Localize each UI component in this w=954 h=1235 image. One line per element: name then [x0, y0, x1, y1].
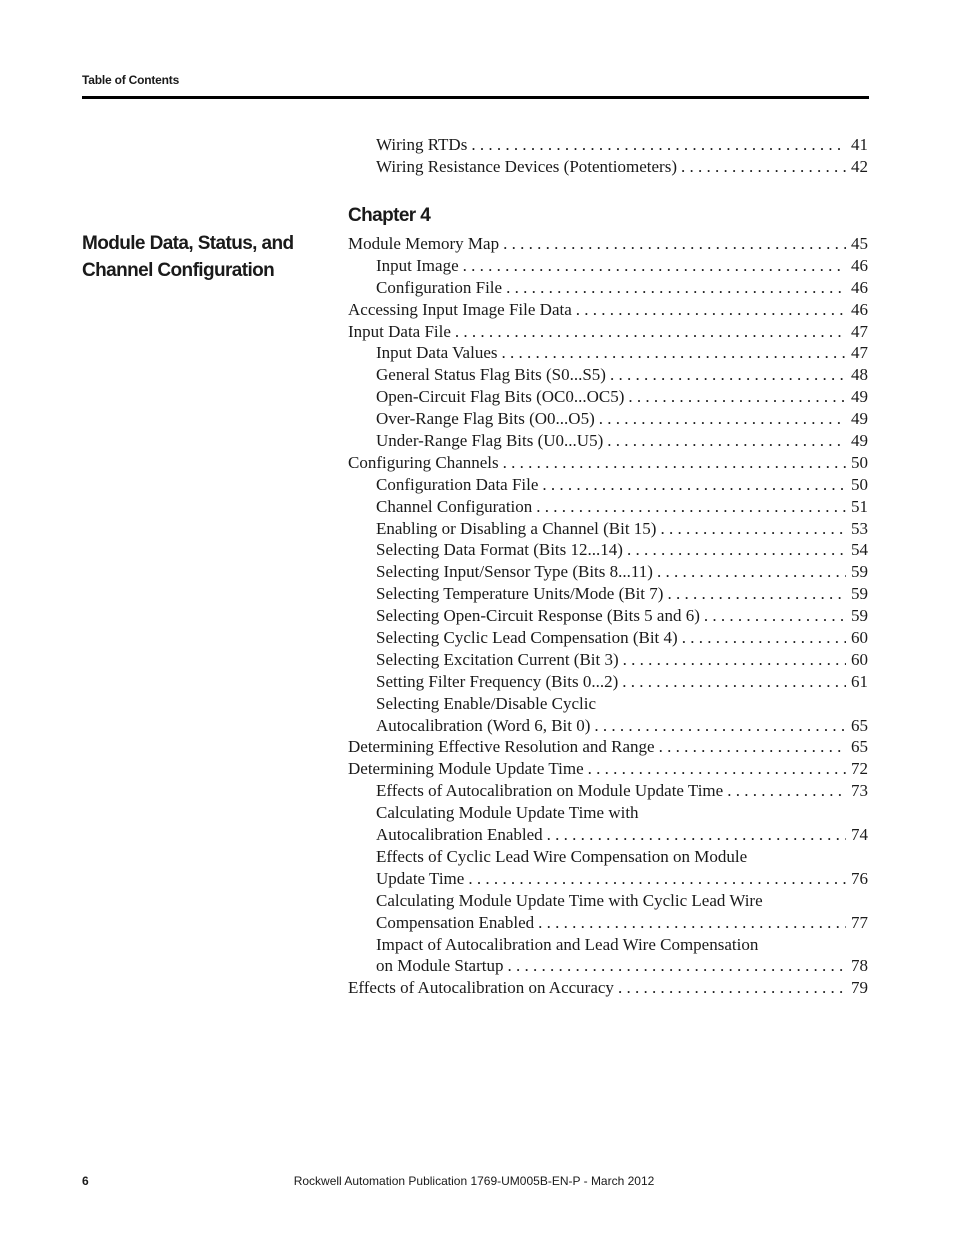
toc-entry[interactable] — [348, 409, 868, 431]
toc-entry[interactable] — [348, 497, 868, 519]
toc-entry-page: 77 — [851, 912, 868, 932]
toc-entry-title: Setting Filter Frequency (Bits 0...2) — [376, 671, 619, 691]
toc-entry[interactable] — [348, 453, 868, 475]
toc-entry-title: Wiring RTDs — [376, 135, 468, 154]
dot-leader — [503, 234, 846, 254]
toc-entry-page: 78 — [851, 956, 868, 976]
chapter-title: Module Data, Status, and Channel Configuration — [82, 233, 294, 281]
toc-entry-page: 45 — [851, 234, 868, 253]
toc-entry-page: 59 — [851, 584, 868, 604]
dot-leader — [599, 409, 846, 429]
toc-entry[interactable] — [348, 672, 868, 694]
dot-leader — [508, 956, 847, 976]
toc-entry[interactable] — [348, 737, 868, 759]
dot-leader — [547, 825, 846, 845]
toc-entry-title: Selecting Temperature Units/Mode (Bit 7) — [376, 584, 664, 604]
dot-leader — [657, 562, 846, 582]
toc-entry-title-line1: Calculating Module Update Time with — [376, 803, 639, 823]
toc-entry-page: 48 — [851, 365, 868, 385]
toc-entry-page: 60 — [851, 649, 868, 669]
toc-entry[interactable] — [348, 650, 868, 672]
dot-leader — [538, 913, 846, 933]
toc-entry-title-line1: Effects of Cyclic Lead Wire Compensation on Module — [376, 846, 748, 866]
toc-entry-page: 46 — [851, 255, 868, 275]
toc-entry-title: Input Data Values — [376, 343, 498, 363]
toc-entry-title: Over-Range Flag Bits (O0...O5) — [376, 409, 595, 429]
toc-entry[interactable] — [348, 956, 868, 978]
running-header: Table of Contents — [82, 73, 180, 87]
toc-entry[interactable] — [348, 869, 868, 891]
chapter-heading: Chapter 4 — [348, 205, 431, 226]
toc-entry-title: Input Image — [376, 255, 459, 275]
toc-entry[interactable] — [348, 978, 868, 1000]
toc-entry-title: Input Data File — [348, 321, 451, 341]
toc-entry-title: Autocalibration (Word 6, Bit 0) — [376, 715, 591, 735]
toc-entry-page: 72 — [851, 759, 868, 779]
toc-continued-list — [348, 135, 868, 179]
dot-leader — [622, 672, 846, 692]
dot-leader — [667, 584, 846, 604]
toc-entry-title: Update Time — [376, 868, 465, 888]
toc-entry-title: Selecting Open-Circuit Response (Bits 5 and 6) — [376, 606, 700, 626]
toc-entry-title: Selecting Data Format (Bits 12...14) — [376, 540, 623, 560]
toc-entry-title: Channel Configuration — [376, 496, 533, 516]
toc-entry[interactable] — [348, 365, 868, 387]
dot-leader — [682, 628, 846, 648]
toc-entry[interactable] — [348, 300, 868, 322]
toc-entry-page: 73 — [851, 781, 868, 801]
dot-leader — [704, 606, 846, 626]
toc-entry[interactable] — [348, 234, 868, 256]
dot-leader — [594, 716, 846, 736]
toc-entry[interactable] — [348, 781, 868, 803]
toc-entry-page: 51 — [851, 496, 868, 516]
toc-entry-page: 47 — [851, 321, 868, 341]
toc-entry-title: Configuration Data File — [376, 474, 539, 494]
toc-entry[interactable] — [348, 825, 868, 847]
dot-leader — [542, 475, 846, 495]
toc-entry-title: Effects of Autocalibration on Accuracy — [348, 978, 614, 998]
toc-entry[interactable] — [348, 519, 868, 541]
toc-entry-page: 79 — [851, 978, 868, 998]
toc-entry-page: 46 — [851, 277, 868, 297]
header-rule — [82, 96, 869, 99]
toc-entry[interactable] — [348, 540, 868, 562]
toc-entry-title-line1: Impact of Autocalibration and Lead Wire Compensation — [376, 934, 759, 954]
toc-entry-page: 59 — [851, 562, 868, 582]
publication-footer: Rockwell Automation Publication 1769-UM005B-EN-P - March 2012 — [293, 1174, 655, 1188]
toc-entry-page: 60 — [851, 628, 868, 648]
toc-entry[interactable] — [348, 475, 868, 497]
dot-leader — [576, 300, 846, 320]
toc-entry[interactable] — [348, 562, 868, 584]
toc-entry-page: 65 — [851, 715, 868, 735]
toc-entry-title: on Module Startup — [376, 956, 504, 976]
toc-entry-title: Autocalibration Enabled — [376, 825, 543, 845]
dot-leader — [536, 497, 846, 517]
toc-entry[interactable] — [348, 278, 868, 300]
dot-leader — [455, 322, 846, 342]
toc-entry-title: Determining Module Update Time — [348, 759, 584, 779]
toc-entry-title: Selecting Input/Sensor Type (Bits 8...11) — [376, 562, 653, 582]
toc-entry[interactable] — [348, 716, 868, 738]
toc-entry[interactable] — [348, 322, 868, 344]
dot-leader — [727, 781, 846, 801]
dot-leader — [607, 431, 846, 451]
toc-entry-page: 49 — [851, 387, 868, 407]
toc-entry-title: Enabling or Disabling a Channel (Bit 15) — [376, 518, 657, 538]
toc-entry[interactable] — [348, 628, 868, 650]
page-number: 6 — [82, 1174, 89, 1188]
dot-leader — [502, 343, 847, 363]
toc-entry-title: Accessing Input Image File Data — [348, 299, 572, 319]
toc-entry-title-line1: Selecting Enable/Disable Cyclic — [376, 693, 596, 713]
toc-entry-title: Effects of Autocalibration on Module Update Time — [376, 781, 724, 801]
toc-chapter-list — [348, 234, 868, 1000]
toc-entry-title-line1: Calculating Module Update Time with Cyclic Lead Wire — [376, 890, 763, 910]
toc-entry-page: 74 — [851, 825, 868, 845]
dot-leader — [627, 540, 846, 560]
toc-entry[interactable] — [348, 759, 868, 781]
toc-entry-page: 46 — [851, 299, 868, 319]
toc-entry[interactable] — [348, 343, 868, 365]
toc-entry-page: 59 — [851, 606, 868, 626]
toc-entry-title: Selecting Cyclic Lead Compensation (Bit 4) — [376, 628, 678, 648]
toc-entry-page: 49 — [851, 409, 868, 429]
dot-leader — [468, 869, 846, 889]
dot-leader — [503, 453, 846, 473]
toc-entry-title: Wiring Resistance Devices (Potentiometers) — [376, 156, 677, 176]
toc-entry-title: Configuration File — [376, 277, 503, 297]
toc-entry-page: 41 — [851, 135, 868, 154]
toc-entry[interactable] — [348, 387, 868, 409]
toc-entry-title: Under-Range Flag Bits (U0...U5) — [376, 431, 604, 451]
dot-leader — [623, 650, 846, 670]
dot-leader — [660, 519, 846, 539]
dot-leader — [610, 365, 846, 385]
dot-leader — [471, 135, 846, 155]
toc-entry-title: General Status Flag Bits (S0...S5) — [376, 365, 606, 385]
toc-entry[interactable] — [348, 431, 868, 453]
dot-leader — [659, 737, 846, 757]
toc-entry-title: Module Memory Map — [348, 234, 500, 253]
dot-leader — [506, 278, 846, 298]
toc-entry-title: Determining Effective Resolution and Range — [348, 737, 655, 757]
toc-entry-page: 53 — [851, 518, 868, 538]
toc-entry-title: Compensation Enabled — [376, 912, 535, 932]
toc-entry-page: 50 — [851, 452, 868, 472]
dot-leader — [618, 978, 846, 998]
dot-leader — [681, 157, 846, 177]
toc-entry-page: 76 — [851, 868, 868, 888]
dot-leader — [588, 759, 846, 779]
toc-entry[interactable] — [348, 913, 868, 935]
toc-entry[interactable] — [348, 256, 868, 278]
toc-entry-page: 65 — [851, 737, 868, 757]
toc-entry-title: Open-Circuit Flag Bits (OC0...OC5) — [376, 387, 625, 407]
dot-leader — [628, 387, 846, 407]
toc-entry-page: 61 — [851, 671, 868, 691]
toc-entry-page: 54 — [851, 540, 868, 560]
toc-entry-page: 47 — [851, 343, 868, 363]
toc-entry[interactable] — [348, 157, 868, 179]
toc-entry[interactable] — [348, 606, 868, 628]
toc-entry-page: 50 — [851, 474, 868, 494]
toc-entry[interactable] — [348, 584, 868, 606]
toc-entry-page: 42 — [851, 156, 868, 176]
toc-entry-title: Configuring Channels — [348, 452, 499, 472]
dot-leader — [463, 256, 846, 276]
toc-entry-title: Selecting Excitation Current (Bit 3) — [376, 649, 619, 669]
toc-entry[interactable] — [348, 135, 868, 157]
toc-entry-page: 49 — [851, 431, 868, 451]
